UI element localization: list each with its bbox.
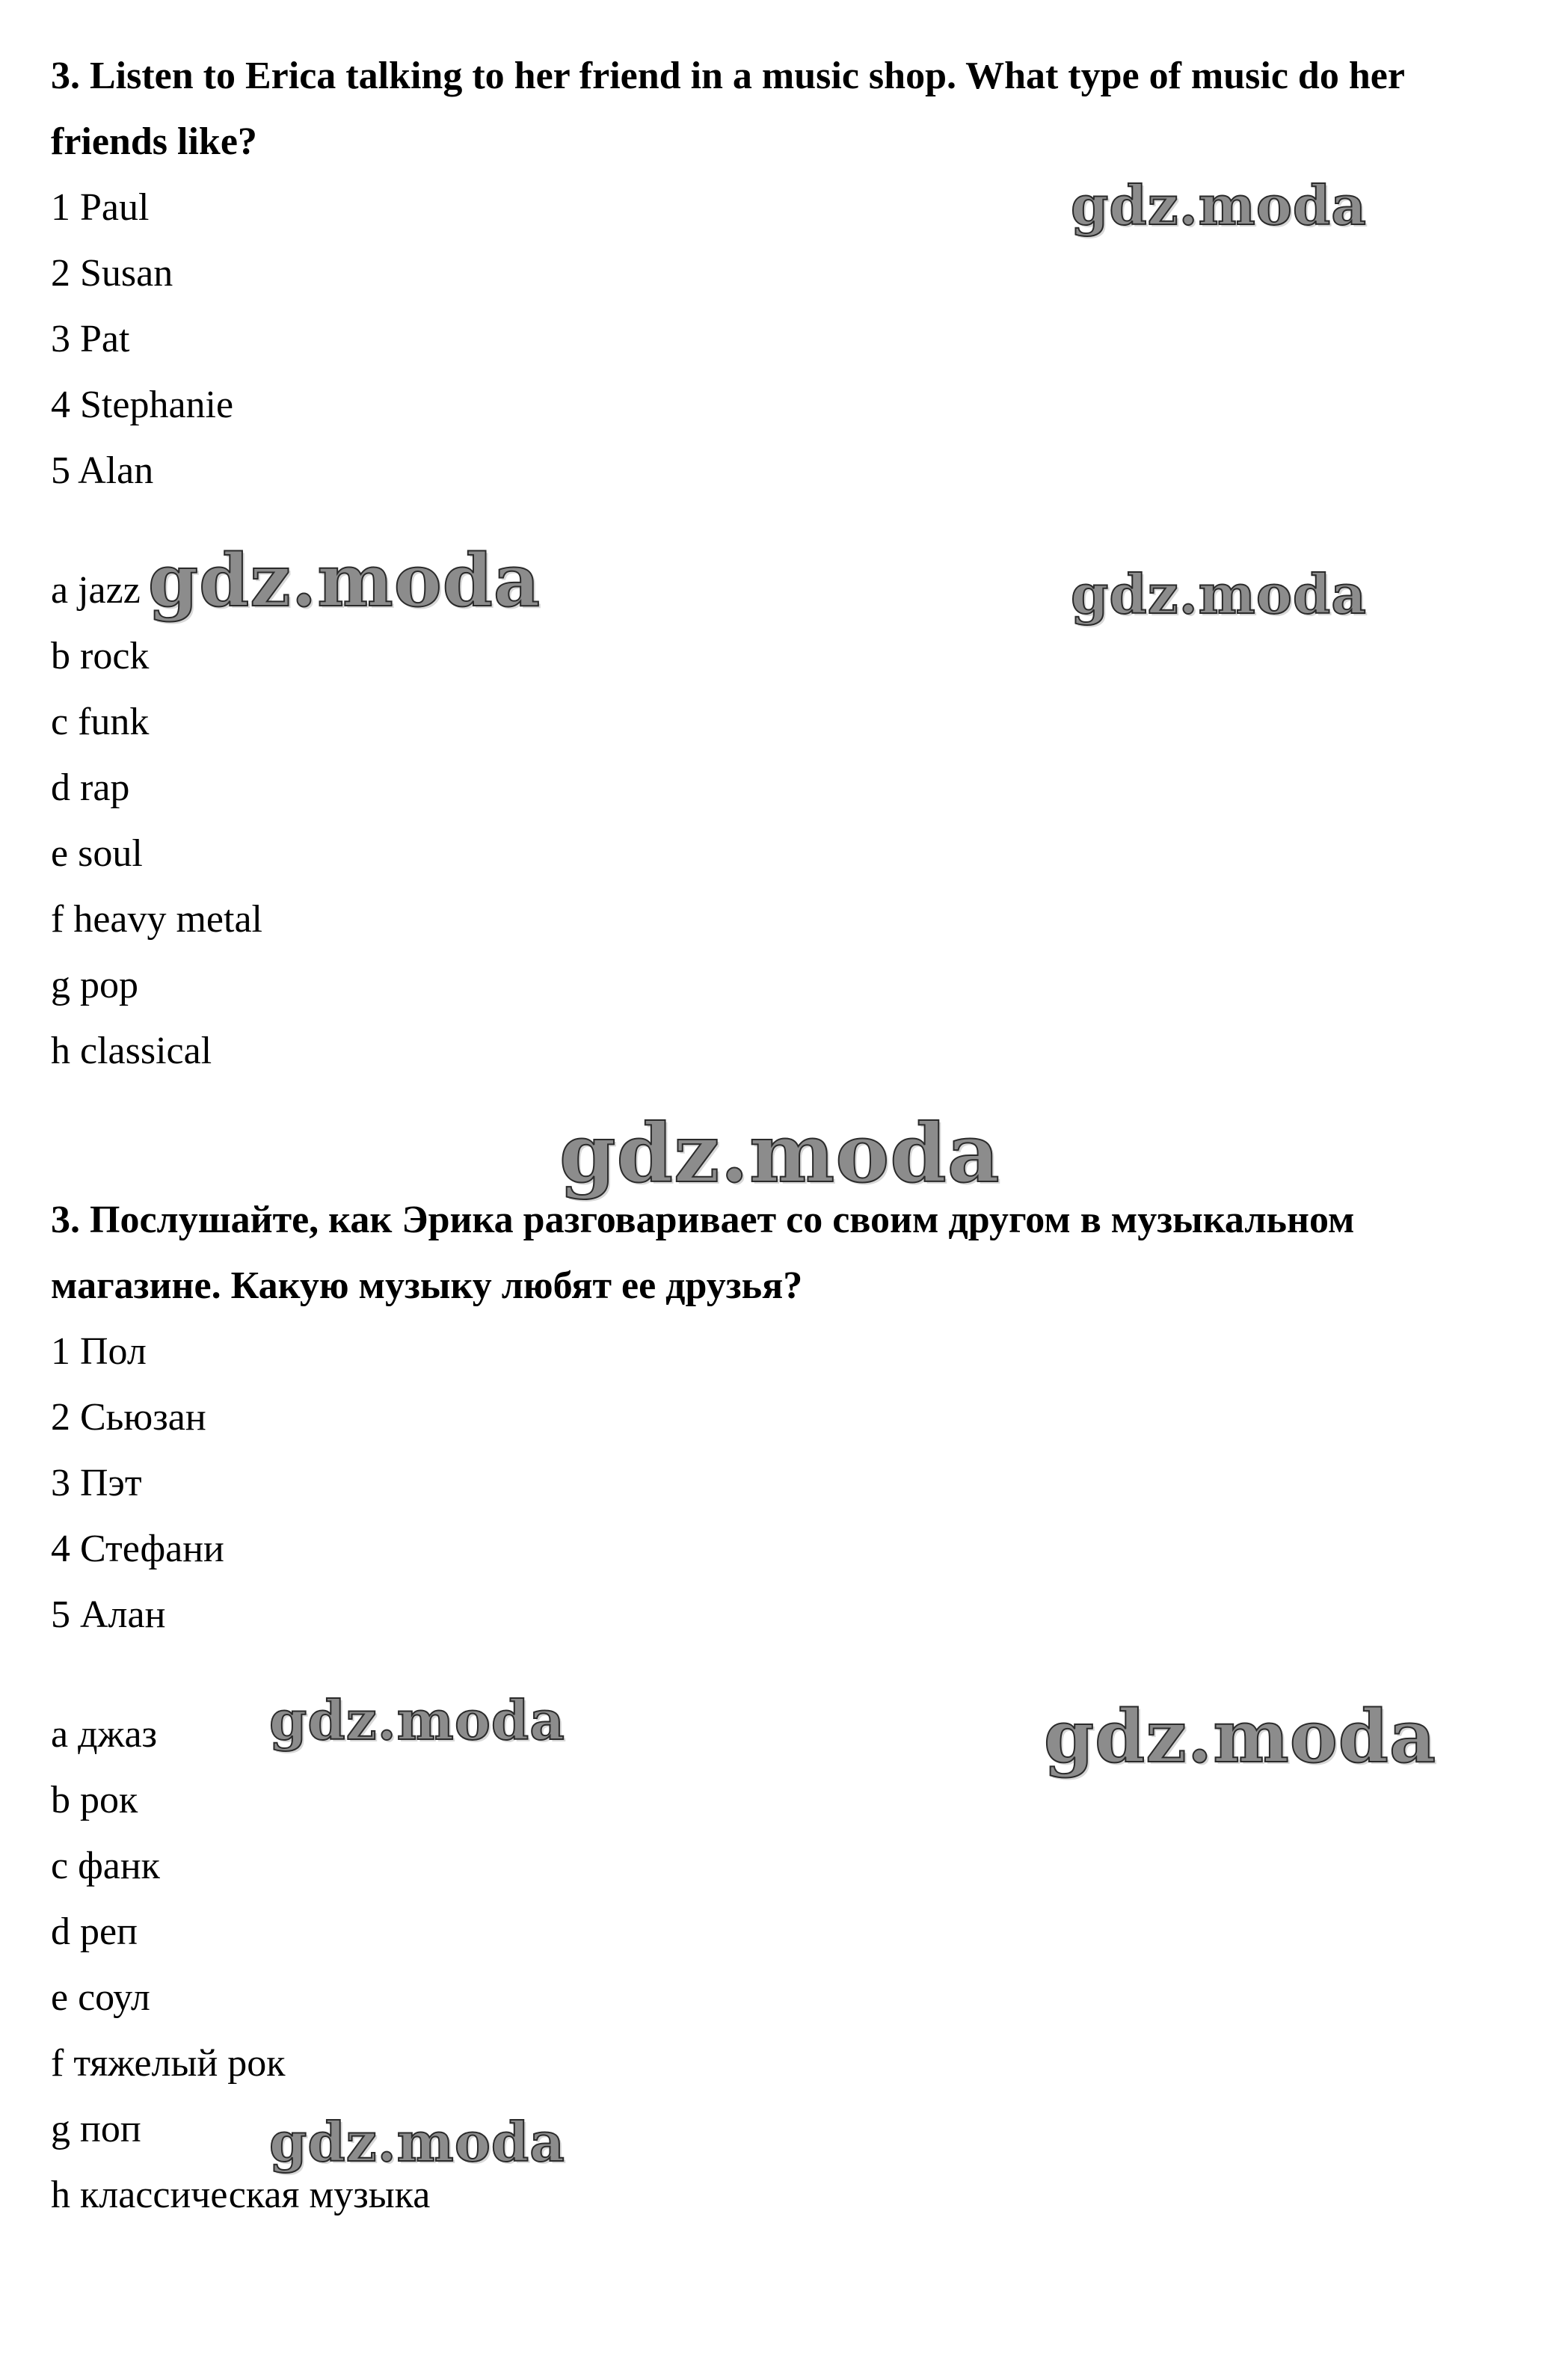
list-item: 2 Susan xyxy=(51,252,173,295)
list-item: f тяжелый рок xyxy=(51,2042,286,2085)
list-item: e soul xyxy=(51,832,143,875)
list-item: d реп xyxy=(51,1910,138,1953)
list-item: 4 Stephanie xyxy=(51,384,234,426)
list-item: h classical xyxy=(51,1030,212,1072)
list-item: 2 Сьюзан xyxy=(51,1396,206,1439)
list-item: b rock xyxy=(51,635,150,677)
list-item: 4 Стефани xyxy=(51,1528,224,1570)
list-item: e соул xyxy=(51,1976,150,2019)
watermark: gdz.moda xyxy=(1071,173,1367,237)
list-item: 3 Пэт xyxy=(51,1462,142,1504)
list-item: g pop xyxy=(51,964,138,1006)
list-item: 1 Пол xyxy=(51,1330,147,1373)
watermark: gdz.moda xyxy=(1044,1694,1437,1779)
watermark: gdz.moda xyxy=(559,1107,1000,1201)
genre-list-en xyxy=(51,558,1516,1084)
watermark: gdz.moda xyxy=(269,2110,565,2174)
list-item: g поп xyxy=(51,2108,141,2150)
watermark: gdz.moda xyxy=(1071,562,1367,626)
list-item: a джаз xyxy=(51,1713,158,1756)
people-list-ru xyxy=(51,1319,1516,1648)
watermark: gdz.moda xyxy=(148,538,541,623)
list-item: f heavy metal xyxy=(51,898,262,941)
list-item: c фанк xyxy=(51,1845,160,1887)
watermark: gdz.moda xyxy=(269,1688,565,1752)
list-item: h классическая музыка xyxy=(51,2174,431,2216)
exercise-title-en: 3. Listen to Erica talking to her friend in a music shop. What type of music do her friends like? xyxy=(51,55,1404,163)
list-item: a jazz xyxy=(51,569,141,612)
list-item: 5 Alan xyxy=(51,449,154,492)
list-item: 3 Pat xyxy=(51,318,130,360)
list-item: b рок xyxy=(51,1779,138,1821)
list-item: c funk xyxy=(51,701,150,743)
list-item: d rap xyxy=(51,766,130,809)
exercise-title-ru: 3. Послушайте, как Эрика разговаривает со своим другом в музыкальном магазине. Какую музыку любят ее друзья? xyxy=(51,1199,1355,1307)
list-item: 1 Paul xyxy=(51,186,150,229)
list-item: 5 Алан xyxy=(51,1593,166,1636)
